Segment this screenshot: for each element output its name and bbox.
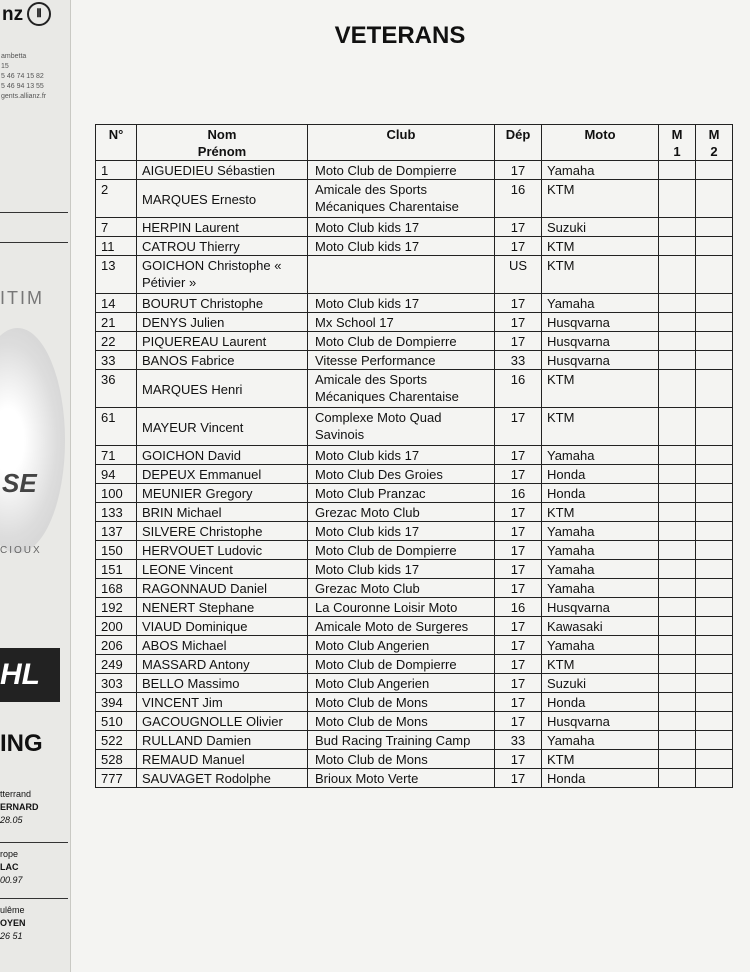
cell-number: 21: [96, 313, 137, 332]
sponsor-logo-text: nz: [2, 4, 24, 25]
cell-m1: [659, 541, 696, 560]
table-row: [96, 769, 733, 788]
cell-m1: [659, 655, 696, 674]
table-row: [96, 560, 733, 579]
cell-number: 36: [96, 370, 137, 408]
cell-name: RAGONNAUD Daniel: [137, 579, 308, 598]
cell-moto: Suzuki: [542, 674, 659, 693]
cell-club: Moto Club Pranzac: [308, 484, 495, 503]
cell-moto: Honda: [542, 484, 659, 503]
cell-m2: [696, 541, 733, 560]
cell-moto: Yamaha: [542, 731, 659, 750]
table-row: [96, 408, 733, 446]
cell-m1: [659, 522, 696, 541]
cell-name: GOICHON David: [137, 446, 308, 465]
table-row: [96, 351, 733, 370]
cell-moto: KTM: [542, 655, 659, 674]
page-title: VETERANS: [334, 22, 466, 49]
cell-m2: [696, 370, 733, 408]
cell-club: Moto Club kids 17: [308, 446, 495, 465]
cell-dep: 33: [495, 351, 542, 370]
cell-m2: [696, 484, 733, 503]
cell-club: Moto Club Angerien: [308, 636, 495, 655]
cell-dep: 16: [495, 180, 542, 218]
cell-m2: [696, 769, 733, 788]
table-row: [96, 598, 733, 617]
sponsor-contact: rope LAC 00.97: [0, 849, 23, 885]
sponsor-address: ambetta 15 5 46 74 15 82 5 46 94 13 55 gents.allianz.fr: [1, 53, 47, 100]
cell-moto: Honda: [542, 693, 659, 712]
cell-club: Complexe Moto Quad Savinois: [308, 408, 495, 446]
cell-moto: KTM: [542, 408, 659, 446]
cell-m2: [696, 503, 733, 522]
cell-m2: [696, 218, 733, 237]
cell-m1: [659, 408, 696, 446]
cell-moto: KTM: [542, 370, 659, 408]
cell-m1: [659, 769, 696, 788]
divider: [0, 842, 68, 843]
header-m2: M 2: [696, 125, 733, 161]
cell-club: Mx School 17: [308, 313, 495, 332]
cell-m2: [696, 351, 733, 370]
cell-dep: 17: [495, 161, 542, 180]
cell-moto: KTM: [542, 503, 659, 522]
cell-m2: [696, 598, 733, 617]
cell-m2: [696, 579, 733, 598]
cell-name: PIQUEREAU Laurent: [137, 332, 308, 351]
cell-name: BANOS Fabrice: [137, 351, 308, 370]
cell-club: Amicale Moto de Surgeres: [308, 617, 495, 636]
cell-m1: [659, 598, 696, 617]
cell-name: AIGUEDIEU Sébastien: [137, 161, 308, 180]
cell-club: Amicale des Sports Mécaniques Charentaise: [308, 180, 495, 218]
sponsor-text: ING: [0, 730, 43, 757]
cell-dep: 17: [495, 446, 542, 465]
cell-moto: Husqvarna: [542, 313, 659, 332]
table-row: [96, 180, 733, 218]
cell-m2: [696, 712, 733, 731]
cell-dep: 17: [495, 332, 542, 351]
cell-number: 528: [96, 750, 137, 769]
table-row: [96, 161, 733, 180]
cell-dep: 17: [495, 769, 542, 788]
cell-m2: [696, 332, 733, 351]
cell-m1: [659, 560, 696, 579]
table-row: [96, 541, 733, 560]
table-row: [96, 636, 733, 655]
cell-m1: [659, 579, 696, 598]
table-row: [96, 237, 733, 256]
sponsor-logo-icon: ⦀: [27, 2, 51, 26]
cell-m2: [696, 522, 733, 541]
cell-m2: [696, 693, 733, 712]
sponsor-logo: HL: [0, 648, 60, 702]
cell-moto: KTM: [542, 237, 659, 256]
cell-number: 522: [96, 731, 137, 750]
cell-number: 168: [96, 579, 137, 598]
cell-name: SILVERE Christophe: [137, 522, 308, 541]
header-number: N°: [96, 125, 137, 161]
cell-number: 510: [96, 712, 137, 731]
table-row: [96, 522, 733, 541]
cell-m1: [659, 674, 696, 693]
cell-m1: [659, 332, 696, 351]
cell-club: Bud Racing Training Camp: [308, 731, 495, 750]
cell-dep: 17: [495, 693, 542, 712]
header-dep: Dép: [495, 125, 542, 161]
cell-dep: 17: [495, 560, 542, 579]
cell-name: HERPIN Laurent: [137, 218, 308, 237]
cell-club: Amicale des Sports Mécaniques Charentaise: [308, 370, 495, 408]
cell-dep: 17: [495, 674, 542, 693]
cell-number: 137: [96, 522, 137, 541]
cell-m1: [659, 370, 696, 408]
sponsor-badge-text: SE: [2, 468, 37, 498]
riders-table: [95, 124, 733, 788]
table-header-row: [96, 125, 733, 161]
cell-m1: [659, 161, 696, 180]
cell-club: Moto Club kids 17: [308, 560, 495, 579]
cell-name: MARQUES Ernesto: [137, 180, 308, 218]
cell-name: BELLO Massimo: [137, 674, 308, 693]
cell-club: Moto Club de Dompierre: [308, 541, 495, 560]
cell-name: MEUNIER Gregory: [137, 484, 308, 503]
cell-number: 22: [96, 332, 137, 351]
table-row: [96, 446, 733, 465]
cell-m2: [696, 750, 733, 769]
cell-name: MASSARD Antony: [137, 655, 308, 674]
adjacent-page-strip: [0, 0, 71, 972]
cell-dep: 17: [495, 636, 542, 655]
cell-dep: 16: [495, 484, 542, 503]
cell-m1: [659, 636, 696, 655]
cell-dep: 17: [495, 503, 542, 522]
cell-dep: 17: [495, 712, 542, 731]
cell-m2: [696, 731, 733, 750]
table-row: [96, 655, 733, 674]
cell-club: Vitesse Performance: [308, 351, 495, 370]
cell-moto: KTM: [542, 256, 659, 294]
cell-m2: [696, 256, 733, 294]
cell-name: REMAUD Manuel: [137, 750, 308, 769]
cell-dep: 17: [495, 579, 542, 598]
table-row: [96, 674, 733, 693]
sponsor-text: CIOUX: [0, 545, 42, 556]
cell-m1: [659, 465, 696, 484]
cell-moto: Husqvarna: [542, 351, 659, 370]
cell-moto: Yamaha: [542, 294, 659, 313]
cell-m2: [696, 313, 733, 332]
cell-m1: [659, 446, 696, 465]
cell-m1: [659, 294, 696, 313]
header-m1: M 1: [659, 125, 696, 161]
cell-dep: 16: [495, 370, 542, 408]
cell-name: HERVOUET Ludovic: [137, 541, 308, 560]
cell-moto: Yamaha: [542, 636, 659, 655]
cell-moto: Yamaha: [542, 541, 659, 560]
cell-number: 777: [96, 769, 137, 788]
cell-moto: Yamaha: [542, 161, 659, 180]
cell-name: LEONE Vincent: [137, 560, 308, 579]
cell-name: MAYEUR Vincent: [137, 408, 308, 446]
cell-name: DEPEUX Emmanuel: [137, 465, 308, 484]
table-row: [96, 465, 733, 484]
cell-club: Grezac Moto Club: [308, 579, 495, 598]
table-row: [96, 370, 733, 408]
table-row: [96, 313, 733, 332]
cell-dep: 17: [495, 237, 542, 256]
cell-club: La Couronne Loisir Moto: [308, 598, 495, 617]
cell-club: [308, 256, 495, 294]
divider: [0, 898, 68, 899]
cell-number: 1: [96, 161, 137, 180]
table-row: [96, 750, 733, 769]
cell-number: 7: [96, 218, 137, 237]
table-row: [96, 256, 733, 294]
cell-moto: Suzuki: [542, 218, 659, 237]
cell-name: VIAUD Dominique: [137, 617, 308, 636]
cell-club: Moto Club kids 17: [308, 237, 495, 256]
cell-m1: [659, 731, 696, 750]
cell-dep: US: [495, 256, 542, 294]
cell-m2: [696, 161, 733, 180]
cell-m1: [659, 693, 696, 712]
divider: [0, 242, 68, 243]
table-row: [96, 332, 733, 351]
cell-dep: 17: [495, 750, 542, 769]
sponsor-contact: ulême OYEN 26 51: [0, 905, 26, 941]
cell-name: GOICHON Christophe « Pétivier »: [137, 256, 308, 294]
cell-name: CATROU Thierry: [137, 237, 308, 256]
table-row: [96, 503, 733, 522]
cell-club: Moto Club kids 17: [308, 218, 495, 237]
cell-dep: 17: [495, 541, 542, 560]
cell-moto: Kawasaki: [542, 617, 659, 636]
cell-m2: [696, 674, 733, 693]
sponsor-contact: tterrand ERNARD 28.05: [0, 789, 39, 825]
header-moto: Moto: [542, 125, 659, 161]
cell-club: Moto Club Angerien: [308, 674, 495, 693]
cell-moto: Husqvarna: [542, 712, 659, 731]
cell-m1: [659, 351, 696, 370]
cell-moto: Honda: [542, 465, 659, 484]
table-row: [96, 484, 733, 503]
cell-m1: [659, 313, 696, 332]
cell-number: 303: [96, 674, 137, 693]
cell-moto: Yamaha: [542, 579, 659, 598]
cell-dep: 16: [495, 598, 542, 617]
cell-number: 100: [96, 484, 137, 503]
cell-number: 394: [96, 693, 137, 712]
cell-number: 61: [96, 408, 137, 446]
cell-number: 200: [96, 617, 137, 636]
cell-number: 2: [96, 180, 137, 218]
table-row: [96, 731, 733, 750]
cell-m1: [659, 237, 696, 256]
cell-number: 94: [96, 465, 137, 484]
cell-number: 133: [96, 503, 137, 522]
cell-name: VINCENT Jim: [137, 693, 308, 712]
cell-club: Moto Club de Mons: [308, 693, 495, 712]
cell-moto: Yamaha: [542, 522, 659, 541]
cell-club: Moto Club de Dompierre: [308, 161, 495, 180]
table-row: [96, 218, 733, 237]
table-row: [96, 294, 733, 313]
cell-number: 192: [96, 598, 137, 617]
cell-m2: [696, 636, 733, 655]
cell-club: Moto Club kids 17: [308, 294, 495, 313]
cell-club: Moto Club kids 17: [308, 522, 495, 541]
cell-moto: Husqvarna: [542, 332, 659, 351]
cell-club: Moto Club de Dompierre: [308, 332, 495, 351]
cell-number: 249: [96, 655, 137, 674]
cell-m2: [696, 446, 733, 465]
cell-club: Moto Club de Dompierre: [308, 655, 495, 674]
cell-number: 151: [96, 560, 137, 579]
cell-name: DENYS Julien: [137, 313, 308, 332]
cell-number: 11: [96, 237, 137, 256]
cell-m1: [659, 712, 696, 731]
table-row: [96, 617, 733, 636]
divider: [0, 212, 68, 213]
cell-m2: [696, 617, 733, 636]
cell-m1: [659, 617, 696, 636]
cell-moto: Yamaha: [542, 446, 659, 465]
cell-name: ABOS Michael: [137, 636, 308, 655]
cell-dep: 17: [495, 655, 542, 674]
cell-dep: 17: [495, 294, 542, 313]
cell-m1: [659, 484, 696, 503]
cell-name: GACOUGNOLLE Olivier: [137, 712, 308, 731]
cell-m1: [659, 256, 696, 294]
cell-moto: KTM: [542, 180, 659, 218]
header-name: Nom Prénom: [137, 125, 308, 161]
cell-m2: [696, 560, 733, 579]
cell-dep: 33: [495, 731, 542, 750]
cell-number: 150: [96, 541, 137, 560]
cell-name: MARQUES Henri: [137, 370, 308, 408]
cell-dep: 17: [495, 408, 542, 446]
cell-dep: 17: [495, 617, 542, 636]
cell-moto: Yamaha: [542, 560, 659, 579]
cell-number: 14: [96, 294, 137, 313]
cell-club: Moto Club Des Groies: [308, 465, 495, 484]
cell-dep: 17: [495, 313, 542, 332]
header-club: Club: [308, 125, 495, 161]
cell-name: NENERT Stephane: [137, 598, 308, 617]
cell-moto: KTM: [542, 750, 659, 769]
cell-club: Brioux Moto Verte: [308, 769, 495, 788]
sponsor-badge-image: [0, 328, 65, 553]
cell-m1: [659, 218, 696, 237]
cell-m2: [696, 237, 733, 256]
cell-number: 33: [96, 351, 137, 370]
cell-moto: Husqvarna: [542, 598, 659, 617]
cell-m2: [696, 294, 733, 313]
cell-number: 71: [96, 446, 137, 465]
cell-club: Moto Club de Mons: [308, 712, 495, 731]
cell-dep: 17: [495, 465, 542, 484]
sponsor-text: ITIM: [0, 288, 44, 308]
cell-number: 206: [96, 636, 137, 655]
table-row: [96, 693, 733, 712]
cell-moto: Honda: [542, 769, 659, 788]
cell-m2: [696, 408, 733, 446]
cell-club: Moto Club de Mons: [308, 750, 495, 769]
cell-name: RULLAND Damien: [137, 731, 308, 750]
cell-club: Grezac Moto Club: [308, 503, 495, 522]
cell-number: 13: [96, 256, 137, 294]
cell-m2: [696, 655, 733, 674]
cell-name: BOURUT Christophe: [137, 294, 308, 313]
table-row: [96, 712, 733, 731]
table-row: [96, 579, 733, 598]
cell-m2: [696, 465, 733, 484]
cell-name: BRIN Michael: [137, 503, 308, 522]
cell-dep: 17: [495, 218, 542, 237]
cell-m1: [659, 503, 696, 522]
cell-m1: [659, 750, 696, 769]
cell-m2: [696, 180, 733, 218]
cell-name: SAUVAGET Rodolphe: [137, 769, 308, 788]
cell-dep: 17: [495, 522, 542, 541]
cell-m1: [659, 180, 696, 218]
